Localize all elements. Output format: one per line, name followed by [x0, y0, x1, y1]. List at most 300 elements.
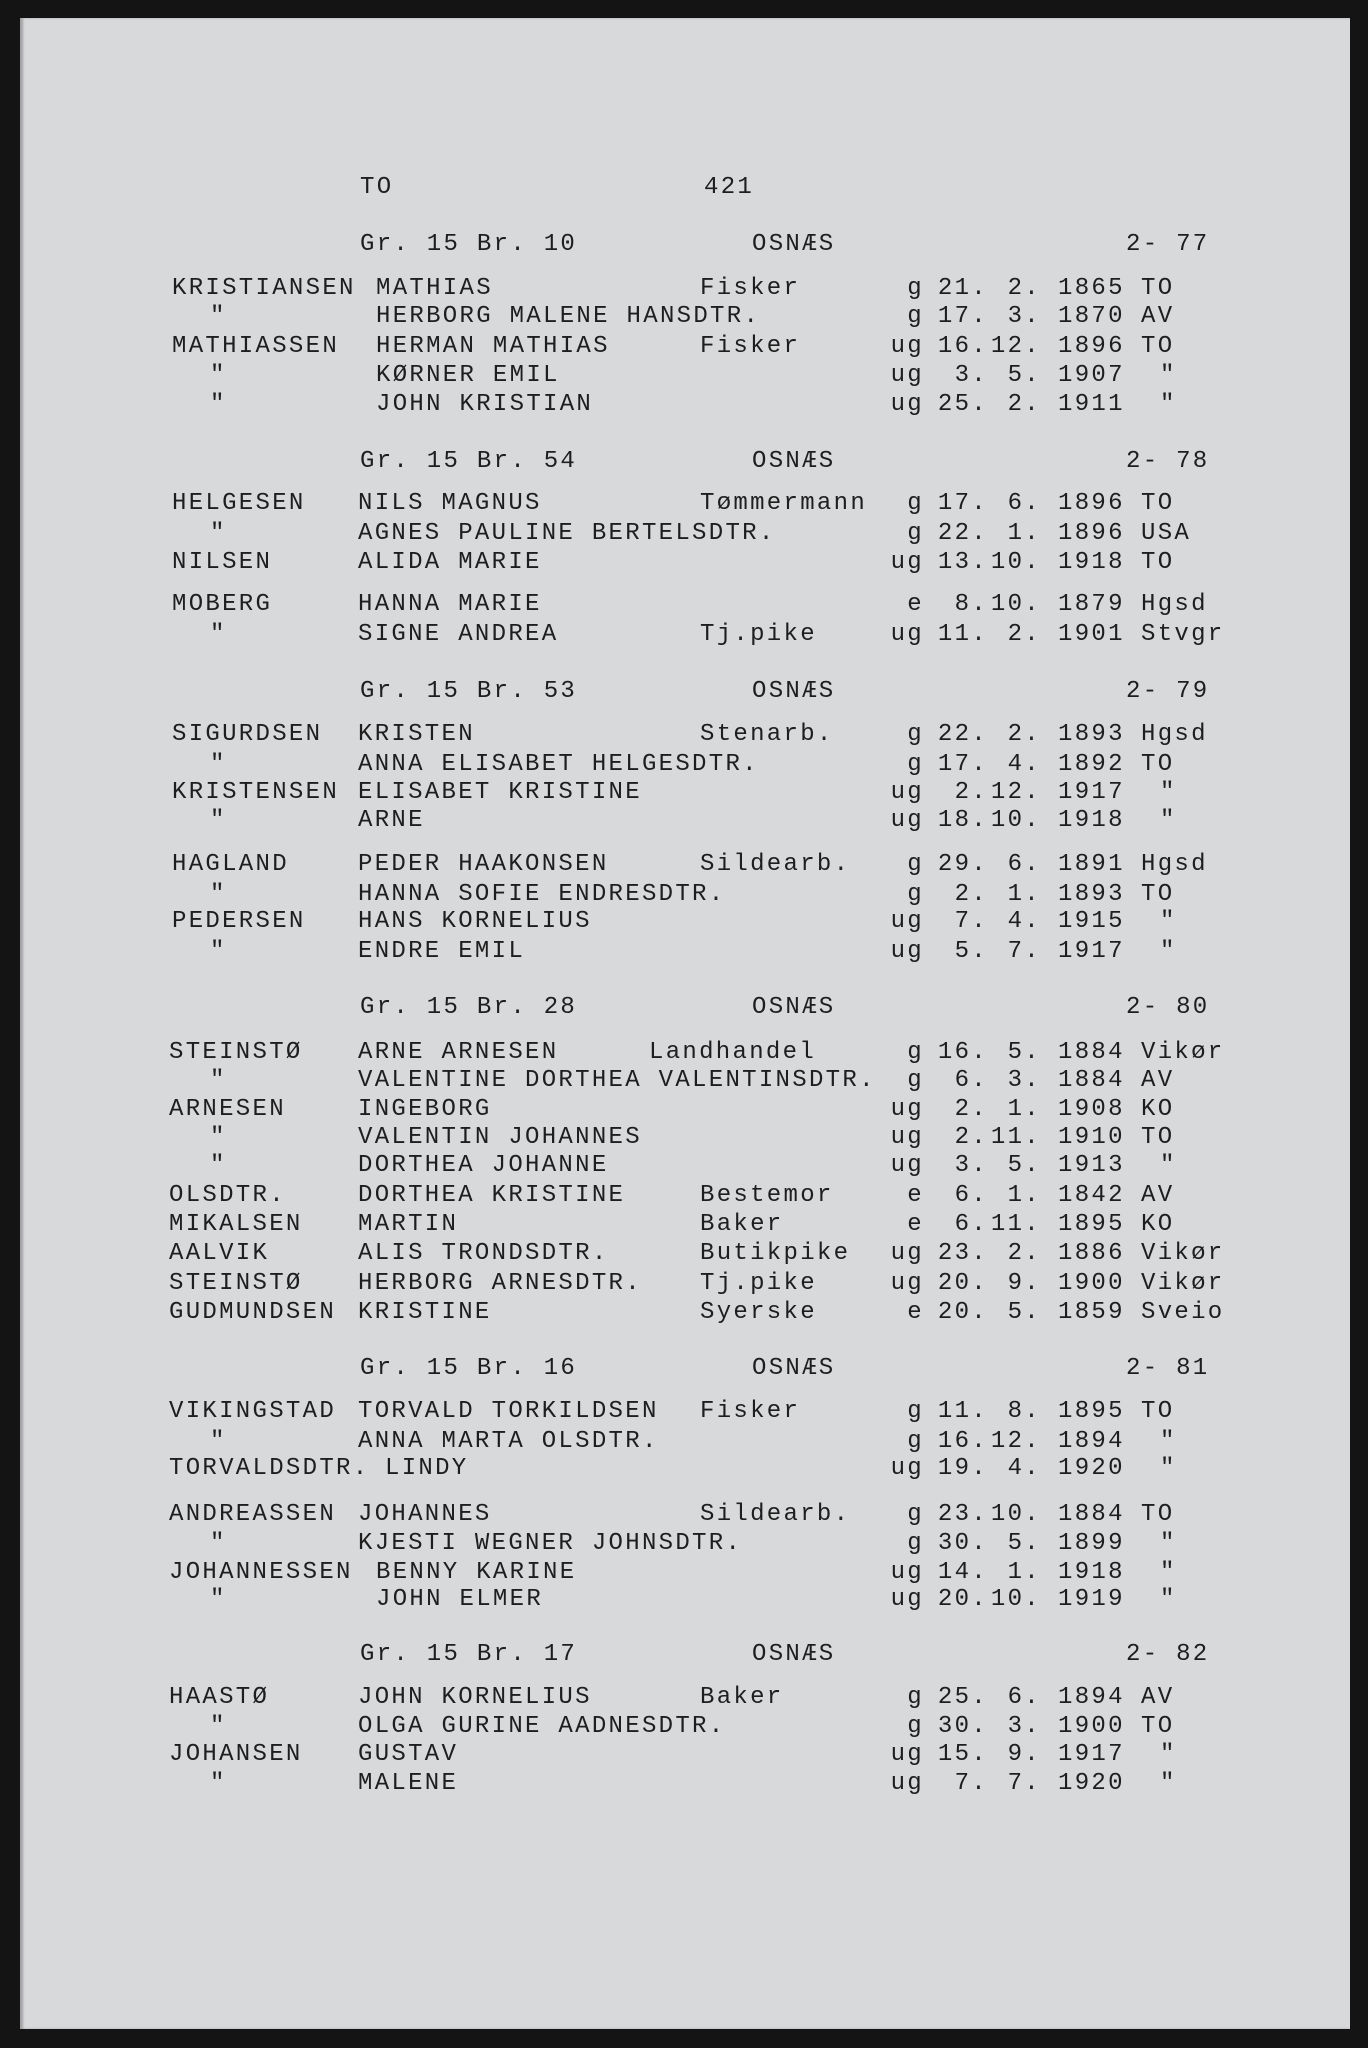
birth-year: 1865 [1058, 275, 1125, 302]
section-place: OSNÆS [752, 1641, 836, 1668]
birth-year: 1895 [1058, 1398, 1125, 1425]
register-row [0, 851, 1368, 879]
register-row [0, 1240, 1368, 1268]
section-gr-br: Gr. 15 Br. 17 [360, 1641, 578, 1668]
marital-status: g [907, 1039, 924, 1066]
given-name: KRISTINE [358, 1299, 492, 1326]
birth-month: 5. [1007, 1152, 1041, 1179]
marital-status: ug [890, 1124, 924, 1151]
section-header [0, 1641, 1368, 1669]
occupation: Baker [700, 1684, 784, 1711]
birth-day: 8. [954, 591, 988, 618]
surname: GUDMUNDSEN [169, 1299, 337, 1326]
birthplace: " [1160, 1455, 1177, 1482]
surname: " [210, 1067, 227, 1094]
marital-status: ug [890, 1270, 924, 1297]
register-row [0, 520, 1368, 548]
surname: STEINSTØ [169, 1270, 303, 1297]
register-row [0, 333, 1368, 361]
marital-status: ug [890, 938, 924, 965]
birthplace: TO [1141, 1398, 1175, 1425]
register-row [0, 1182, 1368, 1210]
section-header [0, 1355, 1368, 1383]
register-row [0, 1270, 1368, 1298]
birth-month: 9. [1007, 1270, 1041, 1297]
marital-status: g [907, 1428, 924, 1455]
birth-year: 1884 [1058, 1039, 1125, 1066]
birth-day: 22. [937, 721, 988, 748]
section-gr-br: Gr. 15 Br. 10 [360, 231, 578, 258]
birthplace: Vikør [1141, 1039, 1225, 1066]
marital-status: g [907, 520, 924, 547]
birth-month: 12. [990, 333, 1041, 360]
given-name: AGNES PAULINE BERTELSDTR. [358, 520, 776, 547]
marital-status: ug [890, 391, 924, 418]
birth-month: 10. [990, 1501, 1041, 1528]
birthplace: " [1160, 1586, 1177, 1613]
section-ref: 2- 80 [1126, 994, 1210, 1021]
given-name: VALENTIN JOHANNES [358, 1124, 642, 1151]
birthplace: Hgsd [1141, 851, 1208, 878]
given-name: HANS KORNELIUS [358, 908, 592, 935]
register-row [0, 1586, 1368, 1614]
birth-year: 1893 [1058, 721, 1125, 748]
birth-month: 1. [1007, 1096, 1041, 1123]
register-row [0, 1559, 1368, 1587]
surname: KRISTENSEN [172, 779, 340, 806]
section-gr-br: Gr. 15 Br. 53 [360, 678, 578, 705]
birth-month: 4. [1007, 908, 1041, 935]
birth-day: 23. [937, 1240, 988, 1267]
birth-year: 1896 [1058, 520, 1125, 547]
birth-month: 2. [1007, 1240, 1041, 1267]
register-row [0, 1211, 1368, 1239]
birth-day: 16. [937, 1428, 988, 1455]
birth-month: 4. [1007, 1455, 1041, 1482]
section-gr-br: Gr. 15 Br. 54 [360, 448, 578, 475]
section-gr-br: Gr. 15 Br. 28 [360, 994, 578, 1021]
birthplace: Sveio [1141, 1299, 1225, 1326]
birth-year: 1886 [1058, 1240, 1125, 1267]
marital-status: ug [890, 362, 924, 389]
birth-day: 11. [937, 1398, 988, 1425]
birth-day: 17. [937, 303, 988, 330]
birth-day: 7. [954, 908, 988, 935]
surname: " [210, 1530, 227, 1557]
birth-day: 20. [937, 1586, 988, 1613]
section-ref: 2- 78 [1126, 448, 1210, 475]
birth-year: 1896 [1058, 333, 1125, 360]
birth-year: 1893 [1058, 881, 1125, 908]
marital-status: g [907, 303, 924, 330]
register-row [0, 1741, 1368, 1769]
birth-day: 7. [954, 1770, 988, 1797]
birthplace: TO [1141, 490, 1175, 517]
occupation: Fisker [700, 333, 801, 360]
birthplace: " [1160, 807, 1177, 834]
birthplace: " [1160, 1152, 1177, 1179]
birth-day: 22. [937, 520, 988, 547]
surname: MOBERG [172, 591, 273, 618]
given-name: JOHANNES [358, 1501, 492, 1528]
birth-month: 1. [1007, 520, 1041, 547]
birth-year: 1913 [1058, 1152, 1125, 1179]
section-header [0, 994, 1368, 1022]
section-ref: 2- 82 [1126, 1641, 1210, 1668]
given-name: PEDER HAAKONSEN [358, 851, 609, 878]
section-header [0, 231, 1368, 259]
birth-year: 1911 [1058, 391, 1125, 418]
birthplace: TO [1141, 549, 1175, 576]
birth-year: 1895 [1058, 1211, 1125, 1238]
surname: ANDREASSEN [169, 1501, 337, 1528]
register-row [0, 807, 1368, 835]
given-name: ALIS TRONDSDTR. [358, 1240, 609, 1267]
birthplace: AV [1141, 1067, 1175, 1094]
birth-day: 30. [937, 1713, 988, 1740]
birth-month: 2. [1007, 275, 1041, 302]
section-ref: 2- 77 [1126, 231, 1210, 258]
surname: " [210, 1586, 227, 1613]
occupation: Syerske [700, 1299, 817, 1326]
birth-year: 1907 [1058, 362, 1125, 389]
marital-status: ug [890, 779, 924, 806]
birth-month: 12. [990, 779, 1041, 806]
birth-year: 1920 [1058, 1455, 1125, 1482]
birth-month: 6. [1007, 490, 1041, 517]
given-name: DORTHEA KRISTINE [358, 1182, 626, 1209]
given-name: OLGA GURINE AADNESDTR. [358, 1713, 726, 1740]
birth-year: 1910 [1058, 1124, 1125, 1151]
birth-year: 1920 [1058, 1770, 1125, 1797]
register-row [0, 490, 1368, 518]
register-row [0, 908, 1368, 936]
surname: ARNESEN [169, 1096, 286, 1123]
birth-day: 11. [937, 621, 988, 648]
surname: " [210, 362, 227, 389]
birthplace: TO [1141, 881, 1175, 908]
birthplace: " [1160, 1428, 1177, 1455]
marital-status: ug [890, 1741, 924, 1768]
marital-status: g [907, 490, 924, 517]
section-header [0, 448, 1368, 476]
birth-month: 12. [990, 1428, 1041, 1455]
register-row [0, 275, 1368, 303]
surname: " [210, 881, 227, 908]
birth-year: 1918 [1058, 549, 1125, 576]
birth-year: 1917 [1058, 938, 1125, 965]
given-name: TORVALD TORKILDSEN [358, 1398, 659, 1425]
given-name: BENNY KARINE [376, 1559, 577, 1586]
given-name: ELISABET KRISTINE [358, 779, 642, 806]
birth-day: 6. [954, 1182, 988, 1209]
given-name: ARNE [358, 807, 425, 834]
birth-year: 1870 [1058, 303, 1125, 330]
birth-month: 7. [1007, 1770, 1041, 1797]
surname: OLSDTR. [169, 1182, 286, 1209]
given-name: ARNE ARNESEN [358, 1039, 559, 1066]
given-name: ENDRE EMIL [358, 938, 526, 965]
marital-status: g [907, 1713, 924, 1740]
register-row [0, 303, 1368, 331]
birth-month: 1. [1007, 881, 1041, 908]
birth-year: 1900 [1058, 1713, 1125, 1740]
surname: " [210, 1428, 227, 1455]
birth-month: 6. [1007, 1684, 1041, 1711]
register-row [0, 1124, 1368, 1152]
birth-day: 20. [937, 1299, 988, 1326]
birthplace: Hgsd [1141, 721, 1208, 748]
register-row [0, 751, 1368, 779]
surname: TORVALDSDTR. [169, 1455, 370, 1482]
birthplace: " [1160, 391, 1177, 418]
register-row [0, 721, 1368, 749]
birth-year: 1918 [1058, 807, 1125, 834]
given-name: KJESTI WEGNER JOHNSDTR. [358, 1530, 743, 1557]
page-code: TO [360, 174, 394, 201]
surname: VIKINGSTAD [169, 1398, 337, 1425]
birth-day: 5. [954, 938, 988, 965]
birth-day: 29. [937, 851, 988, 878]
register-row [0, 938, 1368, 966]
surname: KRISTIANSEN [172, 275, 356, 302]
birth-year: 1919 [1058, 1586, 1125, 1613]
section-place: OSNÆS [752, 994, 836, 1021]
birth-day: 23. [937, 1501, 988, 1528]
birth-month: 8. [1007, 1398, 1041, 1425]
birth-month: 4. [1007, 751, 1041, 778]
birth-year: 1918 [1058, 1559, 1125, 1586]
birthplace: AV [1141, 1182, 1175, 1209]
birth-year: 1896 [1058, 490, 1125, 517]
birth-day: 6. [954, 1067, 988, 1094]
marital-status: ug [890, 1559, 924, 1586]
given-name: JOHN KORNELIUS [358, 1684, 592, 1711]
birth-month: 6. [1007, 851, 1041, 878]
surname: " [210, 751, 227, 778]
given-name: SIGNE ANDREA [358, 621, 559, 648]
surname: " [210, 621, 227, 648]
birth-month: 10. [990, 807, 1041, 834]
given-name: LINDY [385, 1455, 469, 1482]
birth-month: 10. [990, 1586, 1041, 1613]
birth-day: 17. [937, 490, 988, 517]
given-name: HERBORG MALENE HANSDTR. [376, 303, 761, 330]
marital-status: g [907, 721, 924, 748]
birth-year: 1917 [1058, 779, 1125, 806]
birthplace: AV [1141, 1684, 1175, 1711]
register-row [0, 591, 1368, 619]
birth-day: 2. [954, 1096, 988, 1123]
register-row [0, 621, 1368, 649]
occupation: Butikpike [700, 1240, 851, 1267]
birth-month: 3. [1007, 1067, 1041, 1094]
birth-day: 14. [937, 1559, 988, 1586]
birth-month: 5. [1007, 1299, 1041, 1326]
birth-month: 11. [990, 1124, 1041, 1151]
surname: AALVIK [169, 1240, 270, 1267]
birth-day: 15. [937, 1741, 988, 1768]
birth-month: 2. [1007, 391, 1041, 418]
birth-day: 18. [937, 807, 988, 834]
birth-day: 25. [937, 391, 988, 418]
birthplace: " [1160, 1770, 1177, 1797]
birth-day: 3. [954, 362, 988, 389]
marital-status: ug [890, 908, 924, 935]
birth-year: 1899 [1058, 1530, 1125, 1557]
section-ref: 2- 79 [1126, 678, 1210, 705]
birthplace: " [1160, 362, 1177, 389]
birth-year: 1884 [1058, 1067, 1125, 1094]
given-name: MATHIAS [376, 275, 493, 302]
marital-status: ug [890, 1770, 924, 1797]
birth-month: 2. [1007, 721, 1041, 748]
given-name: HERMAN MATHIAS [376, 333, 610, 360]
birth-day: 2. [954, 881, 988, 908]
given-name: KØRNER EMIL [376, 362, 560, 389]
birth-month: 11. [990, 1211, 1041, 1238]
surname: HAGLAND [172, 851, 289, 878]
page-number: 421 [704, 174, 755, 201]
section-place: OSNÆS [752, 678, 836, 705]
birthplace: AV [1141, 303, 1175, 330]
birthplace: " [1160, 1530, 1177, 1557]
marital-status: ug [890, 1586, 924, 1613]
birthplace: TO [1141, 1501, 1175, 1528]
occupation: Tj.pike [700, 621, 817, 648]
birth-month: 5. [1007, 1039, 1041, 1066]
birthplace: Vikør [1141, 1270, 1225, 1297]
occupation: Tømmermann [700, 490, 868, 517]
birth-day: 13. [937, 549, 988, 576]
register-row [0, 1398, 1368, 1426]
marital-status: ug [890, 1096, 924, 1123]
birth-day: 3. [954, 1152, 988, 1179]
surname: " [210, 807, 227, 834]
surname: NILSEN [172, 549, 273, 576]
given-name: GUSTAV [358, 1741, 459, 1768]
birth-year: 1908 [1058, 1096, 1125, 1123]
occupation: Bestemor [700, 1182, 834, 1209]
birth-day: 2. [954, 1124, 988, 1151]
given-name: VALENTINE DORTHEA VALENTINSDTR. [358, 1067, 876, 1094]
register-row [0, 1530, 1368, 1558]
register-row [0, 1428, 1368, 1456]
occupation: Landhandel [649, 1039, 817, 1066]
marital-status: ug [890, 1455, 924, 1482]
birth-month: 10. [990, 549, 1041, 576]
birth-year: 1915 [1058, 908, 1125, 935]
given-name: KRISTEN [358, 721, 475, 748]
birth-month: 3. [1007, 303, 1041, 330]
birth-month: 1. [1007, 1182, 1041, 1209]
register-row [0, 391, 1368, 419]
register-row [0, 1067, 1368, 1095]
marital-status: ug [890, 1240, 924, 1267]
marital-status: e [907, 1299, 924, 1326]
marital-status: g [907, 1398, 924, 1425]
surname: " [210, 1770, 227, 1797]
occupation: Sildearb. [700, 851, 851, 878]
section-ref: 2- 81 [1126, 1355, 1210, 1382]
birth-month: 3. [1007, 1713, 1041, 1740]
marital-status: ug [890, 549, 924, 576]
birth-year: 1894 [1058, 1428, 1125, 1455]
section-place: OSNÆS [752, 448, 836, 475]
register-row [0, 881, 1368, 909]
section-place: OSNÆS [752, 1355, 836, 1382]
given-name: JOHN KRISTIAN [376, 391, 594, 418]
given-name: ALIDA MARIE [358, 549, 542, 576]
section-header [0, 678, 1368, 706]
occupation: Fisker [700, 1398, 801, 1425]
birthplace: " [1160, 908, 1177, 935]
marital-status: g [907, 275, 924, 302]
birth-year: 1917 [1058, 1741, 1125, 1768]
occupation: Tj.pike [700, 1270, 817, 1297]
surname: PEDERSEN [172, 908, 306, 935]
marital-status: g [907, 851, 924, 878]
given-name: JOHN ELMER [376, 1586, 544, 1613]
register-row [0, 1039, 1368, 1067]
marital-status: g [907, 751, 924, 778]
birth-day: 19. [937, 1455, 988, 1482]
birthplace: Hgsd [1141, 591, 1208, 618]
birth-month: 7. [1007, 938, 1041, 965]
register-row [0, 1455, 1368, 1483]
surname: JOHANNESSEN [169, 1559, 353, 1586]
occupation: Baker [700, 1211, 784, 1238]
birthplace: Vikør [1141, 1240, 1225, 1267]
marital-status: ug [890, 807, 924, 834]
marital-status: ug [890, 621, 924, 648]
birth-month: 2. [1007, 621, 1041, 648]
birth-month: 1. [1007, 1559, 1041, 1586]
register-row [0, 549, 1368, 577]
birth-day: 16. [937, 333, 988, 360]
birth-year: 1892 [1058, 751, 1125, 778]
section-gr-br: Gr. 15 Br. 16 [360, 1355, 578, 1382]
section-place: OSNÆS [752, 231, 836, 258]
birthplace: KO [1141, 1211, 1175, 1238]
given-name: ANNA MARTA OLSDTR. [358, 1428, 659, 1455]
given-name: ANNA ELISABET HELGESDTR. [358, 751, 759, 778]
marital-status: e [907, 1182, 924, 1209]
birth-year: 1884 [1058, 1501, 1125, 1528]
marital-status: ug [890, 333, 924, 360]
register-row [0, 362, 1368, 390]
birthplace: " [1160, 938, 1177, 965]
surname: HAASTØ [169, 1684, 270, 1711]
marital-status: g [907, 1501, 924, 1528]
marital-status: e [907, 591, 924, 618]
register-row [0, 1770, 1368, 1798]
surname: MATHIASSEN [172, 333, 340, 360]
marital-status: g [907, 1530, 924, 1557]
birth-day: 17. [937, 751, 988, 778]
given-name: MALENE [358, 1770, 459, 1797]
given-name: DORTHEA JOHANNE [358, 1152, 609, 1179]
surname: " [210, 1713, 227, 1740]
birthplace: TO [1141, 1713, 1175, 1740]
birth-year: 1900 [1058, 1270, 1125, 1297]
birth-month: 10. [990, 591, 1041, 618]
register-row [0, 1501, 1368, 1529]
register-row [0, 1299, 1368, 1327]
birth-day: 6. [954, 1211, 988, 1238]
surname: " [210, 1124, 227, 1151]
birth-day: 21. [937, 275, 988, 302]
